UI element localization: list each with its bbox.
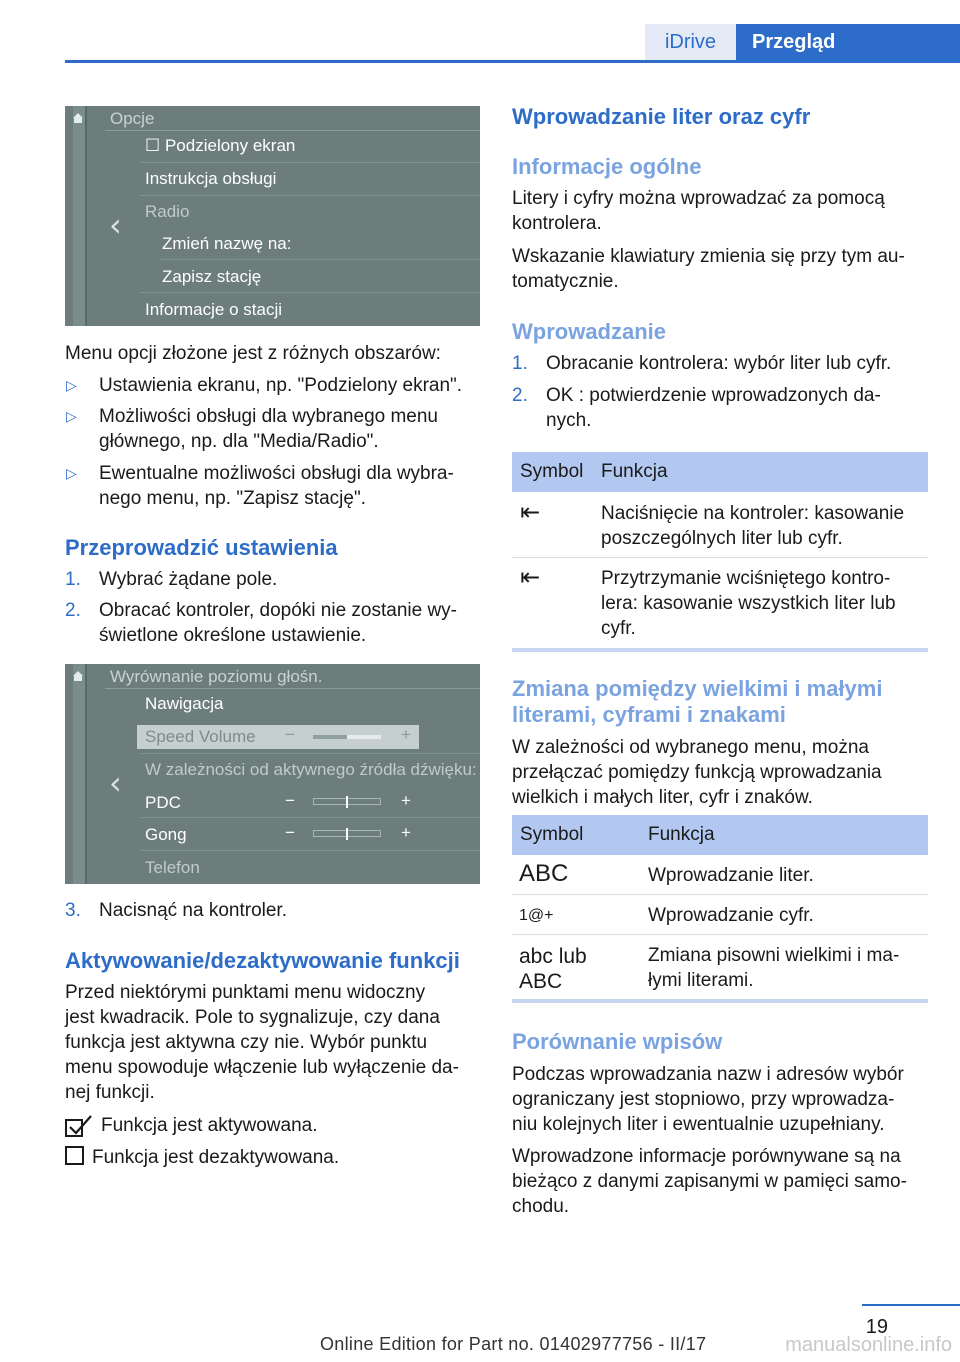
active-text: Funkcja jest aktywowana. xyxy=(101,1115,318,1136)
menu-item: PDC xyxy=(145,793,181,812)
slider-minus: − xyxy=(285,791,295,810)
menu-item: Zmień nazwę na: xyxy=(162,234,292,253)
bullet-marker-icon: ▷ xyxy=(66,377,77,393)
step-number: 2. xyxy=(65,600,81,621)
general-paragraph-2: Wskazanie klawiatury zmienia się przy tym au‐ tomatycznie. xyxy=(512,246,905,292)
speed-volume-slider xyxy=(313,735,381,739)
slider-plus: + xyxy=(401,823,411,842)
step-text: Obracanie kontrolera: wybór liter lub cyfr. xyxy=(546,353,892,374)
table2-header xyxy=(512,815,928,855)
table1-col-symbol: Symbol xyxy=(520,461,584,482)
table1-header xyxy=(512,452,928,492)
footer-rule xyxy=(862,1304,960,1306)
backspace-icon: ⇤ xyxy=(520,563,541,591)
step-number: 3. xyxy=(65,900,81,921)
slider-plus: + xyxy=(401,791,411,810)
options-menu-screenshot xyxy=(65,106,480,326)
table2-row-3-function: Zmiana pisowni wielkimi i ma‐ łymi literami. xyxy=(648,945,900,991)
bullet-item: Ustawienia ekranu, np. "Podzielony ekran". xyxy=(99,375,463,396)
bullet-item: Ewentualne możliwości obsługi dla wybra‐ nego menu, np. "Zapisz stację". xyxy=(99,463,454,509)
step-text: Nacisnąć na kontroler. xyxy=(99,900,287,921)
home-icon xyxy=(72,670,84,682)
step-number: 1. xyxy=(65,569,81,590)
screen-title: Wyrównanie poziomu głośn. xyxy=(110,667,323,686)
gong-slider xyxy=(313,830,381,837)
table1-col-function: Funkcja xyxy=(601,461,668,482)
unchecked-box-icon xyxy=(65,1146,85,1166)
header-rule xyxy=(65,60,960,63)
subheading-compare: Porównanie wpisów xyxy=(512,1029,723,1054)
back-arrow-icon: ‹ xyxy=(109,764,122,802)
menu-item: Radio xyxy=(145,202,190,221)
compare-paragraph-2: Wprowadzone informacje porównywane są na bieżąco z danymi zapisanymi w pamięci samo‐ chodu. xyxy=(512,1146,907,1217)
screen-left-rail xyxy=(73,106,85,326)
numbers-symbols-icon: 1@+ xyxy=(519,907,554,924)
menu-item: Gong xyxy=(145,825,187,844)
step-text: OK : potwierdzenie wprowadzonych da‐ nych. xyxy=(546,385,881,431)
menu-item: Speed Volume xyxy=(145,727,256,746)
menu-item: Zapisz stację xyxy=(162,267,262,286)
inactive-text: Funkcja jest dezaktywowana. xyxy=(92,1147,340,1168)
intro-text: Menu opcji złożone jest z różnych obszarów: xyxy=(65,343,441,364)
header-section-tab: iDrive xyxy=(645,24,736,61)
checked-box-icon xyxy=(65,1114,95,1138)
bullet-marker-icon: ▷ xyxy=(66,408,77,424)
heading-activate: Aktywowanie/dezaktywowanie funkcji xyxy=(65,948,460,973)
home-icon xyxy=(72,112,84,124)
slider-plus: + xyxy=(401,725,411,744)
table1-row-2-function: Przytrzymanie wciśniętego kontro‐ lera: kasowanie wszystkich liter lub cyfr. xyxy=(601,568,896,639)
table2-row-2-function: Wprowadzanie cyfr. xyxy=(648,905,814,926)
subheading-switch: Zmiana pomiędzy wielkimi i małymi literami, cyframi i znakami xyxy=(512,676,883,727)
back-arrow-icon: ‹ xyxy=(109,206,122,244)
step-text: Wybrać żądane pole. xyxy=(99,569,278,590)
subheading-general: Informacje ogólne xyxy=(512,154,702,179)
pdc-slider xyxy=(313,798,381,805)
backspace-icon: ⇤ xyxy=(520,498,541,526)
screen-title: Opcje xyxy=(110,109,155,128)
abc-uppercase-icon: ABC xyxy=(519,860,569,887)
general-paragraph-1: Litery i cyfry można wprowadzać za pomocą kontrolera. xyxy=(512,188,885,234)
switch-paragraph: W zależności od wybranego menu, można przełączać pomiędzy funkcją wprowadzania wielkich i małych liter, cyfr i znaków. xyxy=(512,737,882,808)
activate-paragraph: Przed niektórymi punktami menu widoczny jest kwadracik. Pole to sygnalizuje, czy dana funkcja jest aktywna czy nie. Wybór punktu menu spowoduje włączenie lub wyłączenie da‐ nej funkcji. xyxy=(65,982,459,1103)
edition-text: Online Edition for Part no. 01402977756 - II/17 xyxy=(320,1334,707,1354)
case-switch-icon: abc lub ABC xyxy=(519,945,587,993)
volume-settings-screenshot xyxy=(65,664,480,884)
bullet-item: Możliwości obsługi dla wybranego menu głównego, np. dla "Media/Radio". xyxy=(99,406,439,452)
bullet-marker-icon: ▷ xyxy=(66,465,77,481)
step-number: 2. xyxy=(512,385,528,406)
menu-item: Instrukcja obsługi xyxy=(145,169,277,188)
slider-minus: − xyxy=(285,725,295,744)
menu-item: W zależności od aktywnego źródła dźwięku: xyxy=(145,760,477,779)
step-text: Obracać kontroler, dopóki nie zostanie wy‐ świetlone określone ustawienie. xyxy=(99,600,458,646)
watermark: manualsonline.info xyxy=(785,1334,952,1356)
heading-input: Wprowadzanie liter oraz cyfr xyxy=(512,104,811,129)
menu-item: Nawigacja xyxy=(145,694,224,713)
header-chapter-tab: Przegląd xyxy=(736,24,960,61)
heading-settings: Przeprowadzić ustawienia xyxy=(65,535,338,560)
table1-row-1-function: Naciśnięcie na kontroler: kasowanie poszczególnych liter lub cyfr. xyxy=(601,503,905,549)
table2-row-1-function: Wprowadzanie liter. xyxy=(648,865,814,886)
slider-minus: − xyxy=(285,823,295,842)
menu-item: Informacje o stacji xyxy=(145,300,282,319)
table2-col-symbol: Symbol xyxy=(520,824,584,845)
subheading-entering: Wprowadzanie xyxy=(512,319,667,344)
compare-paragraph-1: Podczas wprowadzania nazw i adresów wybór ograniczany jest stopniowo, przy wprowadza‐ niu kolejnych liter i ewentualnie uzupełniany. xyxy=(512,1064,904,1135)
page-number: 19 xyxy=(865,1316,888,1338)
menu-item: Telefon xyxy=(145,858,200,877)
menu-item: ☐ Podzielony ekran xyxy=(145,136,296,155)
table2-col-function: Funkcja xyxy=(648,824,715,845)
step-number: 1. xyxy=(512,353,528,374)
